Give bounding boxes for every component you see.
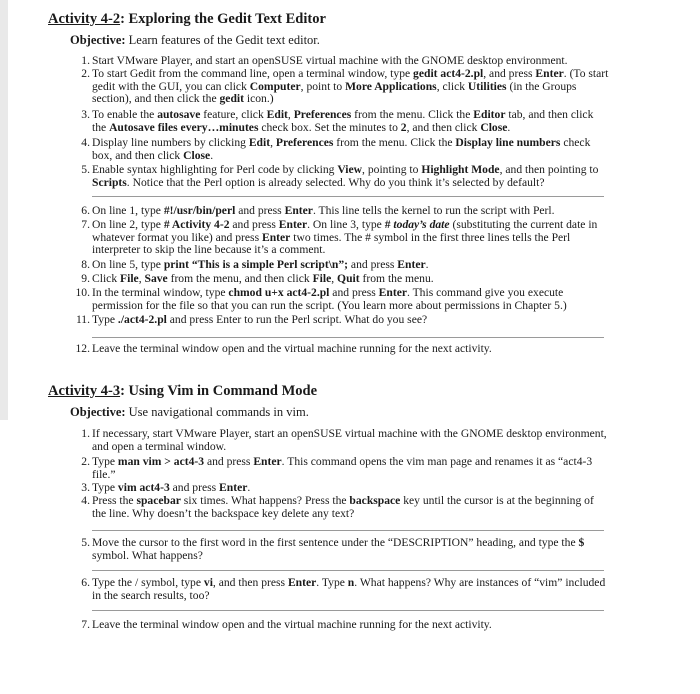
step-number: 1.: [81, 427, 90, 440]
activity-4-3-heading: [48, 383, 317, 400]
step-number: 5.: [81, 163, 90, 176]
step-number: 11.: [75, 313, 90, 326]
step-text: Type the / symbol, type vi, and then press Enter. Type n. What happens? Why are instances of “vim” included in the search results, too?: [92, 576, 606, 602]
step-text: If necessary, start VMware Player, start an openSUSE virtual machine with the GNOME desktop environment, and open a terminal window.: [92, 427, 607, 453]
step-text: Leave the terminal window open and the virtual machine running for the next activity.: [92, 618, 492, 631]
step-4-2-1: [70, 55, 610, 68]
step-text: Enable syntax highlighting for Perl code by clicking View, pointing to Highlight Mode, and then pointing to Scripts. Notice that the Perl option is already selected. Why do you think it’s selected by default?: [92, 163, 599, 189]
step-number: 1.: [81, 54, 90, 67]
objective-label: Objective:: [70, 33, 126, 47]
step-number: 3.: [81, 481, 90, 494]
step-4-2-9: [70, 273, 610, 286]
step-4-3-1: [70, 428, 610, 453]
step-number: 7.: [81, 218, 90, 231]
activity-4-2-title: : Exploring the Gedit Text Editor: [120, 11, 326, 27]
step-4-3-3: [70, 482, 610, 495]
step-4-2-10: [70, 287, 610, 312]
step-4-2-8: [70, 259, 610, 272]
step-4-2-2: [70, 68, 610, 106]
step-4-2-4: [70, 137, 610, 162]
step-number: 8.: [81, 258, 90, 271]
step-number: 6.: [81, 576, 90, 589]
step-text: Type ./act4-2.pl and press Enter to run the Perl script. What do you see?: [92, 313, 428, 326]
step-text: Move the cursor to the first word in the first sentence under the “DESCRIPTION” heading, and type the $ symbol. What happens?: [92, 536, 585, 562]
step-text: Type vim act4-3 and press Enter.: [92, 481, 251, 494]
step-number: 10.: [75, 286, 90, 299]
step-text: Display line numbers by clicking Edit, Preferences from the menu. Click the Display line numbers check box, and then click Close.: [92, 136, 591, 162]
answer-line: [92, 196, 604, 197]
step-number: 12.: [75, 342, 90, 355]
step-text: On line 1, type #!/usr/bin/perl and press Enter. This line tells the kernel to run the script with Perl.: [92, 204, 555, 217]
step-4-2-6: [70, 205, 610, 218]
step-4-2-7: [70, 219, 610, 257]
objective-text: Use navigational commands in vim.: [125, 405, 309, 419]
activity-4-3-title: : Using Vim in Command Mode: [120, 383, 318, 399]
step-4-2-12: [70, 343, 610, 356]
objective-text: Learn features of the Gedit text editor.: [125, 33, 320, 47]
answer-line: [92, 530, 604, 531]
activity-4-3-objective: [70, 405, 309, 420]
step-text: Leave the terminal window open and the virtual machine running for the next activity.: [92, 342, 492, 355]
step-text: To start Gedit from the command line, open a terminal window, type gedit act4-2.pl, and press Enter. (To start gedit with the GUI, you can click Computer, point to More Applications, click Utilities (in the Groups section), and then click the gedit icon.): [92, 67, 609, 106]
step-text: Click File, Save from the menu, and then click File, Quit from the menu.: [92, 272, 434, 285]
scrollbar-track[interactable]: [0, 0, 8, 420]
step-number: 7.: [81, 618, 90, 631]
answer-line: [92, 337, 604, 338]
step-4-2-3: [70, 109, 610, 134]
activity-4-3-link[interactable]: Activity 4-3: [48, 383, 121, 399]
step-number: 4.: [81, 136, 90, 149]
step-number: 6.: [81, 204, 90, 217]
step-text: To enable the autosave feature, click Edit, Preferences from the menu. Click the Editor tab, and then click the Autosave files every…minutes check box. Set the minutes to 2, and then click Close.: [92, 108, 594, 134]
step-4-3-4: [70, 495, 610, 520]
step-number: 5.: [81, 536, 90, 549]
step-number: 9.: [81, 272, 90, 285]
step-number: 2.: [81, 67, 90, 80]
activity-4-2-objective: [70, 33, 320, 48]
step-text: Press the spacebar six times. What happens? Press the backspace key until the cursor is at the beginning of the line. Why doesn’t the backspace key delete any text?: [92, 494, 594, 520]
step-4-3-5: [70, 537, 610, 562]
step-text: Start VMware Player, and start an openSUSE virtual machine with the GNOME desktop environment.: [92, 54, 568, 67]
step-4-3-7: [70, 619, 610, 632]
step-number: 4.: [81, 494, 90, 507]
step-4-3-2: [70, 456, 610, 481]
answer-line: [92, 570, 604, 571]
step-4-3-6: [70, 577, 610, 602]
step-text: In the terminal window, type chmod u+x act4-2.pl and press Enter. This command give you execute permission for the file so that you can run the script. (You learn more about permissions in Chapter 5.): [92, 286, 567, 312]
step-number: 2.: [81, 455, 90, 468]
activity-4-2-link[interactable]: Activity 4-2: [48, 11, 121, 27]
step-text: On line 2, type # Activity 4-2 and press Enter. On line 3, type # today’s date (substituting the current date in whatever format you like) and press Enter two times. The # symbol in the first three lines tells the Perl interpreter to skip the line because it’s a comment.: [92, 218, 598, 257]
step-number: 3.: [81, 108, 90, 121]
activity-4-2-heading: [48, 11, 326, 28]
step-4-2-11: [70, 314, 610, 327]
step-text: Type man vim > act4-3 and press Enter. This command opens the vim man page and renames it as “act4-3 file.”: [92, 455, 593, 481]
answer-line: [92, 610, 604, 611]
objective-label: Objective:: [70, 405, 126, 419]
step-4-2-5: [70, 164, 610, 189]
step-text: On line 5, type print “This is a simple Perl script\n”; and press Enter.: [92, 258, 429, 271]
